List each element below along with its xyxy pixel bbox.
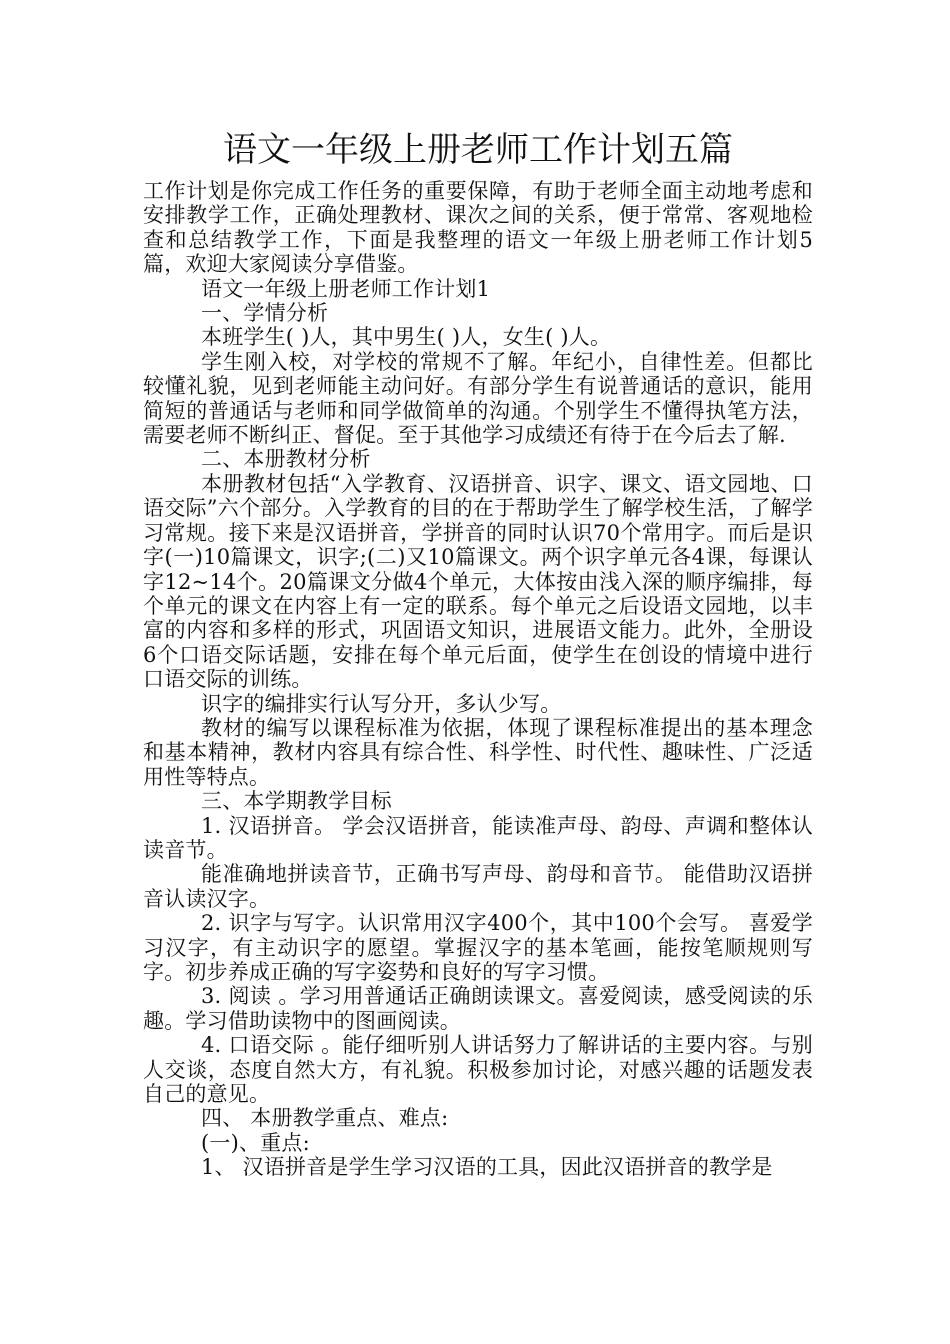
section-heading-teaching-goals: 三、本学期教学目标 — [201, 789, 392, 814]
list-item: 1. 汉语拼音。 学会汉语拼音，能读准声母、韵母、声调和整体认读音节。 — [143, 813, 813, 862]
plan-heading: 语文一年级上册老师工作计划1 — [201, 276, 491, 301]
list-item: 2. 识字与写字。认识常用汉字400个，其中100个会写。 喜爱学习汉字，有主动识字的愿望。掌握汉字的基本笔画，能按笔顺规则写字。初步养成正确的写字姿势和良好的写字习惯。 — [143, 911, 813, 984]
paragraph: 能准确地拼读音节，正确书写声母、韵母和音节。 能借助汉语拼音认读汉字。 — [143, 862, 813, 911]
paragraph: 识字的编排实行认写分开，多认少写。 — [201, 691, 562, 716]
subsection-heading: (一)、重点: — [201, 1130, 310, 1155]
list-item: 1、 汉语拼音是学生学习汉语的工具，因此汉语拼音的教学是 — [201, 1155, 773, 1180]
paragraph: 教材的编写以课程标准为依据，体现了课程标准提出的基本理念和基本精神，教材内容具有综合性、科学性、时代性、趣味性、广泛适用性等特点。 — [143, 715, 813, 789]
section-heading-key-points: 四、 本册教学重点、难点: — [201, 1106, 449, 1131]
section-heading-student-analysis: 一、学情分析 — [201, 301, 329, 326]
document-content — [143, 127, 813, 1180]
document-title: 语文一年级上册老师工作计划五篇 — [223, 130, 733, 170]
paragraph: 学生刚入校，对学校的常规不了解。年纪小，自律性差。但都比较懂礼貌，见到老师能主动问好。有部分学生有说普通话的意识，能用简短的普通话与老师和同学做简单的沟通。个别学生不懂得执笔方法，需要老师不断纠正、督促。至于其他学习成绩还有待于在今后去了解. — [143, 349, 813, 448]
intro-paragraph: 工作计划是你完成工作任务的重要保障，有助于老师全面主动地考虑和安排教学工作，正确处理教材、课次之间的关系，便于常常、客观地检查和总结教学工作，下面是我整理的语文一年级上册老师工作计划5篇，欢迎大家阅读分享借鉴。 — [143, 179, 813, 277]
list-item: 4. 口语交际 。能仔细听别人讲话努力了解讲话的主要内容。与别人交谈，态度自然大方，有礼貌。积极参加讨论，对感兴趣的话题发表自己的意见。 — [143, 1033, 813, 1107]
section-heading-textbook-analysis: 二、本册教材分析 — [201, 447, 371, 472]
paragraph: 本册教材包括“入学教育、汉语拼音、识字、课文、语文园地、口语交际”六个部分。入学教育的目的在于帮助学生了解学校生活，了解学习常规。接下来是汉语拼音，学拼音的同时认识70个常用字。而后是识字(一)10篇课文，识字;(二)又10篇课文。两个识字单元各4课，每课认字12~14个。20篇课文分做4个单元，大体按由浅入深的顺序编排，每个单元的课文在内容上有一定的联系。每个单元之后设语文园地，以丰富的内容和多样的形式，巩固语文知识，进展语文能力。此外，全册设6个口语交际话题，安排在每个单元后面，使学生在创设的情境中进行口语交际的训练。 — [143, 471, 813, 692]
list-item: 3. 阅读 。学习用普通话正确朗读课文。喜爱阅读，感受阅读的乐趣。学习借助读物中的图画阅读。 — [143, 984, 813, 1033]
paragraph: 本班学生( )人，其中男生( )人，女生( )人。 — [201, 325, 612, 350]
